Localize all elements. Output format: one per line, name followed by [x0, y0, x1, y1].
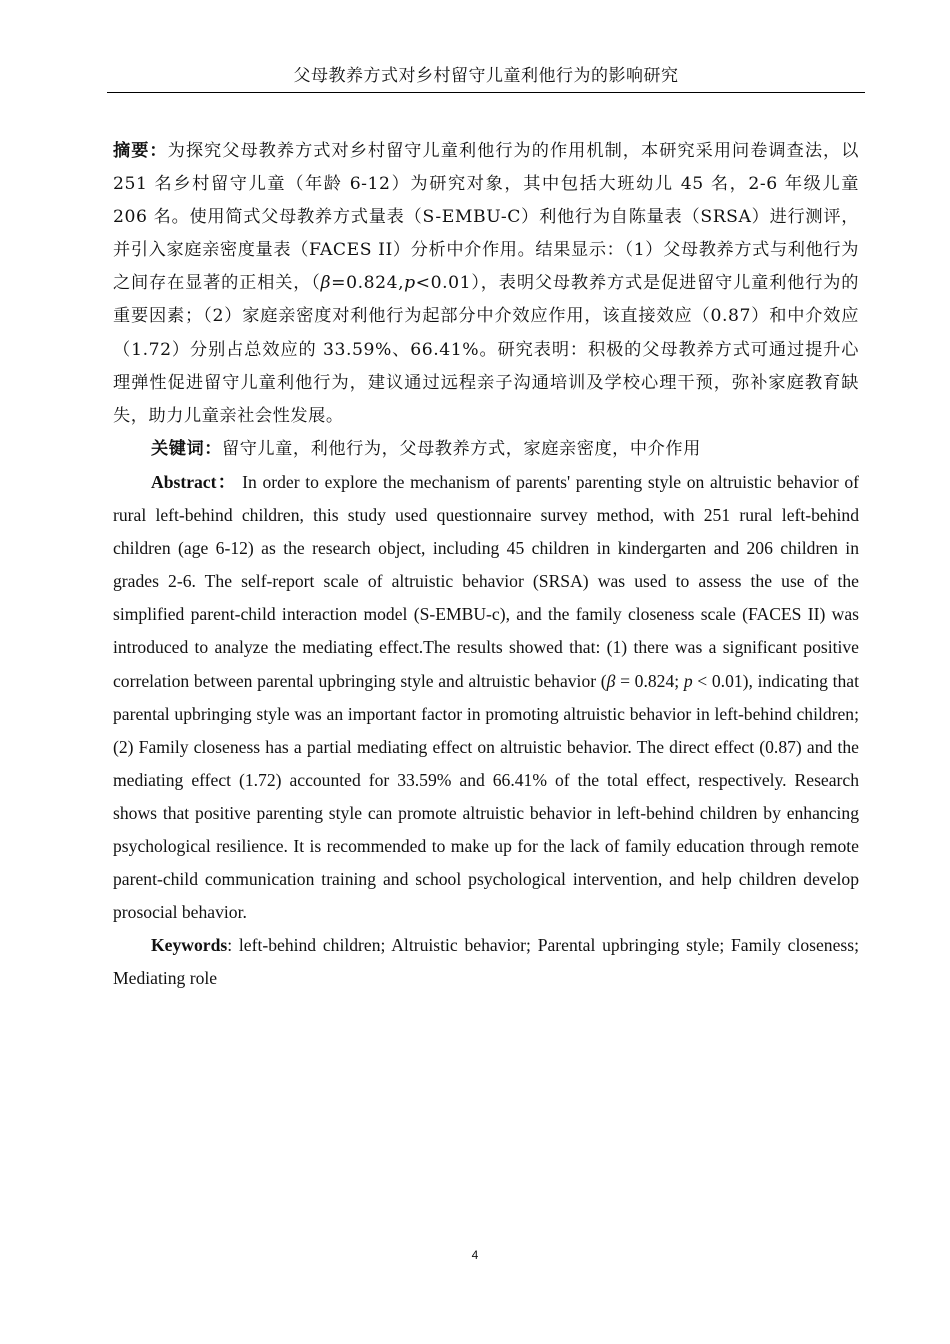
english-keywords — [113, 929, 859, 995]
abstract-section — [113, 135, 859, 995]
chinese-abstract-text-1: 为探究父母教养方式对乡村留守儿童利他行为的作用机制，本研究采用问卷调查法，以 251 名乡村留守儿童（年龄 6-12）为研究对象，其中包括大班幼儿 45 名，2-6 年级儿童 206 名。使用简式父母教养方式量表（S-EMBU-C）利他行为自陈量表（SRSA）进行测评，并引入家庭亲密度量表（FACES II）分析中介作用。结果显示：（1）父母教养方式与利他行为之间存在显著的正相关，（ — [113, 141, 859, 294]
chinese-keywords-text: 留守儿童，利他行为，父母教养方式，家庭亲密度，中介作用 — [221, 438, 701, 459]
english-keywords-text: : left-behind children; Altruistic behavior; Parental upbringing style; Family closeness; Mediating role — [113, 935, 859, 989]
english-abstract-label: Abstract： — [151, 471, 237, 492]
chinese-abstract-text-3: <0.01），表明父母教养方式是促进留守儿童利他行为的重要因素；（2）家庭亲密度对利他行为起部分中介效应作用，该直接效应（0.87）和中介效应（1.72）分别占总效应的 33.59%、66.41%。研究表明：积极的父母教养方式可通过提升心理弹性促进留守儿童利他行为，建议通过远程亲子沟通培训及学校心理干预，弥补家庭教育缺失，助力儿童亲社会性发展。 — [113, 273, 859, 426]
p-symbol: p — [683, 670, 693, 691]
p-symbol: p — [404, 273, 416, 294]
chinese-keywords-label: 关键词： — [151, 438, 222, 459]
running-header: 父母教养方式对乡村留守儿童利他行为的影响研究 — [293, 66, 679, 86]
beta-symbol: β — [320, 273, 332, 294]
chinese-keywords — [113, 433, 859, 466]
chinese-abstract-label: 摘要： — [113, 141, 168, 161]
chinese-abstract-text-2: =0.824, — [331, 273, 405, 294]
english-abstract-text-3: < 0.01), indicating that parental upbringing style was an important factor in promoting altruistic behavior in left-behind children;(2) Family closeness has a partial mediating effect on altruistic behavior. The direct effect (0.87) and the mediating effect (1.72) accounted for 33.59% and 66.41% of the total effect, respectively. Research shows that positive parenting style can promote altruistic behavior in left-behind children by enhancing psychological resilience. It is recommended to make up for the lack of family education through remote parent-child communication training and school psychological intervention, and help children develop prosocial behavior. — [113, 670, 859, 923]
page-number: 4 — [471, 1248, 479, 1262]
english-abstract-text-2: = 0.824; — [615, 670, 684, 691]
beta-symbol: β — [606, 670, 616, 691]
header-rule — [107, 92, 865, 93]
english-keywords-label: Keywords — [151, 935, 228, 956]
english-abstract-text-1: In order to explore the mechanism of parents' parenting style on altruistic behavior of rural left-behind children, this study used questionnaire survey method, with 251 rural left-behind children (age 6-12) as the research object, including 45 children in kindergarten and 206 children in grades 2-6. The self-report scale of altruistic behavior (SRSA) was used to assess the use of the simplified parent-child interaction model (S-EMBU-c), and the family closeness scale (FACES II) was introduced to analyze the mediating effect.The results showed that: (1) there was a significant positive correlation between parental upbringing style and altruistic behavior ( — [113, 471, 859, 691]
chinese-abstract — [113, 135, 859, 433]
english-abstract — [113, 466, 859, 929]
